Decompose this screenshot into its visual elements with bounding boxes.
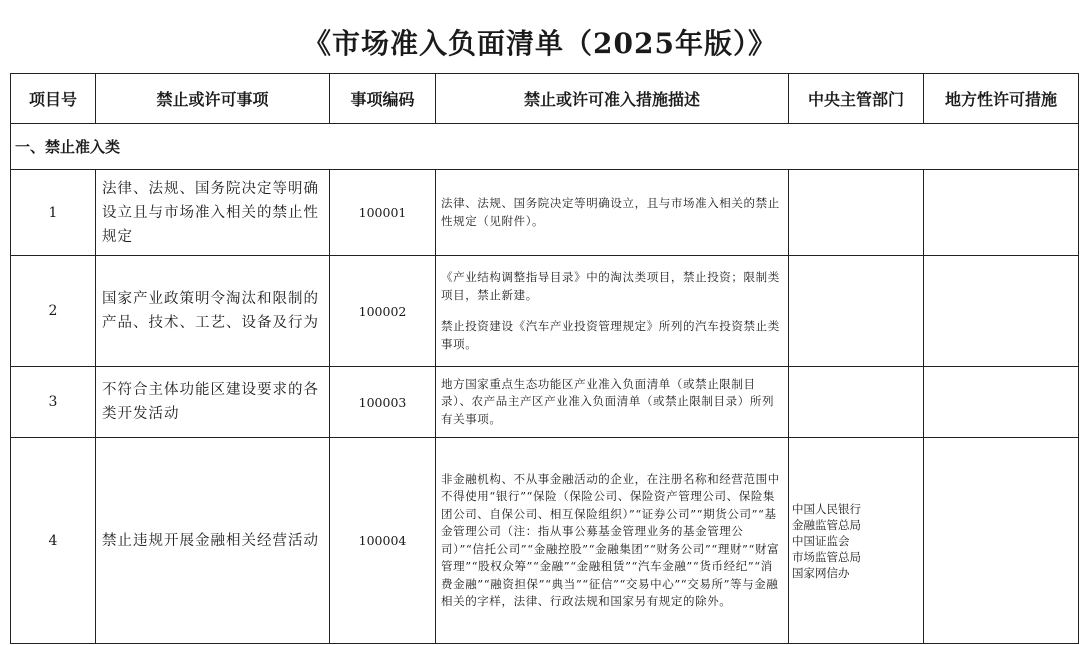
dept-name: 中国证监会 — [792, 533, 850, 548]
item-description — [436, 438, 789, 644]
negative-list-table — [10, 73, 1079, 644]
description-paragraph: 法律、法规、国务院决定等明确设立，且与市场准入相关的禁止性规定（见附件）。 — [441, 196, 780, 228]
item-number: 4 — [11, 438, 96, 644]
item-code: 100003 — [330, 367, 436, 438]
section-title: 一、禁止准入类 — [11, 124, 1079, 170]
item-code: 100002 — [330, 256, 436, 367]
dept-name: 市场监管总局 — [792, 549, 861, 564]
item-matter: 国家产业政策明令淘汰和限制的产品、技术、工艺、设备及行为 — [96, 256, 330, 367]
central-dept-cell — [789, 256, 924, 367]
header-description: 禁止或许可准入措施描述 — [436, 74, 789, 124]
item-matter: 禁止违规开展金融相关经营活动 — [96, 438, 330, 644]
header-item-code: 事项编码 — [330, 74, 436, 124]
description-paragraph: 禁止投资建设《汽车产业投资管理规定》所列的汽车投资禁止类事项。 — [441, 319, 780, 351]
table-row — [11, 256, 1079, 367]
item-description — [436, 170, 789, 256]
dept-name: 中国人民银行 — [792, 501, 861, 516]
central-dept-cell — [789, 438, 924, 644]
header-row — [11, 74, 1079, 124]
item-code: 100001 — [330, 170, 436, 256]
table-row — [11, 367, 1079, 438]
table-row — [11, 170, 1079, 256]
local-measures-cell — [924, 367, 1079, 438]
document-title: 《市场准入负面清单（2025年版）》 — [303, 27, 777, 60]
central-dept-cell — [789, 367, 924, 438]
central-dept-cell — [789, 170, 924, 256]
item-code: 100004 — [330, 438, 436, 644]
item-matter: 不符合主体功能区建设要求的各类开发活动 — [96, 367, 330, 438]
header-item-no: 项目号 — [11, 74, 96, 124]
item-number: 2 — [11, 256, 96, 367]
item-description — [436, 367, 789, 438]
header-item-matter: 禁止或许可事项 — [96, 74, 330, 124]
item-number: 3 — [11, 367, 96, 438]
table-row — [11, 438, 1079, 644]
description-paragraph: 《产业结构调整指导目录》中的淘汰类项目，禁止投资；限制类项目，禁止新建。 — [441, 270, 780, 302]
description-paragraph: 地方国家重点生态功能区产业准入负面清单（或禁止限制目录）、农产品主产区产业准入负面清单（或禁止限制目录）所列有关事项。 — [441, 376, 775, 426]
local-measures-cell — [924, 170, 1079, 256]
dept-name: 国家网信办 — [792, 565, 850, 580]
local-measures-cell — [924, 438, 1079, 644]
item-description — [436, 256, 789, 367]
description-paragraph: 非金融机构、不从事金融活动的企业，在注册名称和经营范围中不得使用“银行”“保险（保险公司、保险资产管理公司、保险集团公司、自保公司、相互保险组织）”“证券公司”“期货公司”“基金管理公司（注：指从事公募基金管理业务的基金管理公司）”“信托公司”“金融控股”“金融集团”“财务公司”“理财”“财富管理”“股权众筹”“金融”“金融租赁”“汽车金融”“货币经纪”“消费金融”“融资担保”“典当”“征信”“交易中心”“交易所”等与金融相关的字样，法律、行政法规和国家另有规定的除外。 — [441, 471, 780, 608]
section-row — [11, 124, 1079, 170]
dept-name: 金融监管总局 — [792, 517, 861, 532]
item-number: 1 — [11, 170, 96, 256]
header-local-measures: 地方性许可措施 — [924, 74, 1079, 124]
header-central-dept: 中央主管部门 — [789, 74, 924, 124]
local-measures-cell — [924, 256, 1079, 367]
item-matter: 法律、法规、国务院决定等明确设立且与市场准入相关的禁止性规定 — [96, 170, 330, 256]
